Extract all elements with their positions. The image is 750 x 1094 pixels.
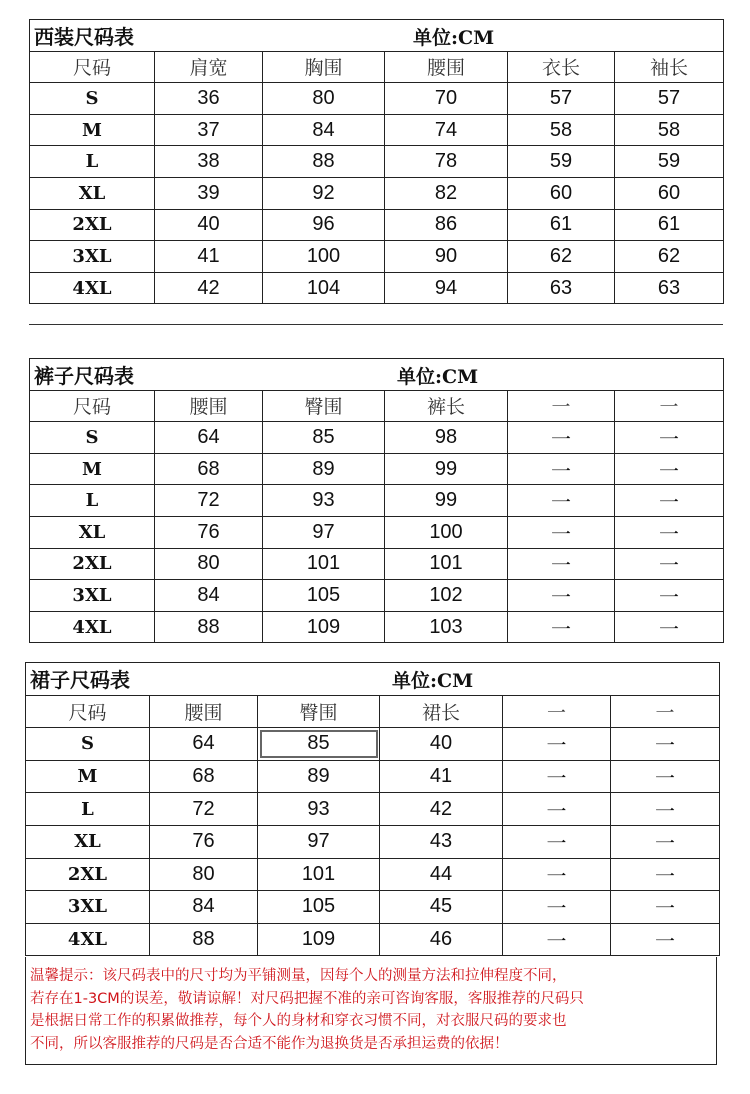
suit-size-table bbox=[29, 19, 724, 304]
value-cell: 61 bbox=[615, 209, 724, 241]
table-row bbox=[30, 177, 724, 209]
value-cell: 72 bbox=[155, 485, 263, 517]
table-row bbox=[30, 241, 724, 273]
value-cell: 89 bbox=[258, 760, 380, 793]
table-row bbox=[30, 516, 724, 548]
notice-line: 是根据日常工作的积累做推荐，每个人的身材和穿衣习惯不同，对衣服尺码的要求也 bbox=[30, 1013, 567, 1029]
value-cell: 63 bbox=[615, 272, 724, 304]
value-cell: 104 bbox=[263, 272, 385, 304]
value-cell: 59 bbox=[508, 146, 615, 178]
header-cell: 胸围 bbox=[263, 51, 385, 83]
suit-table-title: 西装尺码表 bbox=[34, 24, 134, 49]
value-cell: 80 bbox=[150, 858, 258, 891]
placeholder-cell: 一 bbox=[615, 453, 724, 485]
value-cell: 88 bbox=[155, 611, 263, 643]
value-cell: 93 bbox=[263, 485, 385, 517]
table-row bbox=[26, 760, 720, 793]
value-cell: 102 bbox=[385, 580, 508, 612]
table-row bbox=[30, 146, 724, 178]
size-cell: 3XL bbox=[30, 580, 155, 612]
placeholder-cell: 一 bbox=[508, 580, 615, 612]
placeholder-cell: 一 bbox=[611, 825, 720, 858]
table-row bbox=[30, 453, 724, 485]
value-cell: 84 bbox=[150, 891, 258, 924]
size-cell: 4XL bbox=[30, 272, 155, 304]
value-cell: 68 bbox=[150, 760, 258, 793]
size-cell: L bbox=[30, 485, 155, 517]
size-cell: 3XL bbox=[26, 891, 150, 924]
placeholder-cell: 一 bbox=[615, 422, 724, 454]
value-cell: 60 bbox=[615, 177, 724, 209]
value-cell: 37 bbox=[155, 114, 263, 146]
table-row bbox=[30, 611, 724, 643]
value-cell: 84 bbox=[155, 580, 263, 612]
value-cell: 85 bbox=[258, 728, 380, 761]
placeholder-cell: 一 bbox=[508, 485, 615, 517]
value-cell: 92 bbox=[263, 177, 385, 209]
size-cell: 4XL bbox=[30, 611, 155, 643]
value-cell: 38 bbox=[155, 146, 263, 178]
placeholder-cell: 一 bbox=[615, 548, 724, 580]
table-row bbox=[30, 548, 724, 580]
header-cell: 一 bbox=[615, 390, 724, 422]
size-cell: M bbox=[26, 760, 150, 793]
value-cell: 101 bbox=[258, 858, 380, 891]
table-row bbox=[26, 793, 720, 826]
size-cell: 2XL bbox=[26, 858, 150, 891]
size-cell: S bbox=[30, 422, 155, 454]
value-cell: 36 bbox=[155, 83, 263, 115]
value-cell: 89 bbox=[263, 453, 385, 485]
value-cell: 40 bbox=[155, 209, 263, 241]
placeholder-cell: 一 bbox=[615, 580, 724, 612]
pants-size-table bbox=[29, 358, 724, 643]
value-cell: 40 bbox=[380, 728, 503, 761]
skirt-title-row bbox=[26, 663, 720, 696]
header-cell: 臀围 bbox=[263, 390, 385, 422]
table-row bbox=[30, 422, 724, 454]
placeholder-cell: 一 bbox=[508, 516, 615, 548]
value-cell: 101 bbox=[263, 548, 385, 580]
placeholder-cell: 一 bbox=[503, 760, 611, 793]
value-cell: 70 bbox=[385, 83, 508, 115]
skirt-unit-label: 单位:CM bbox=[392, 670, 474, 692]
value-cell: 64 bbox=[150, 728, 258, 761]
size-cell: XL bbox=[26, 825, 150, 858]
value-cell: 109 bbox=[263, 611, 385, 643]
placeholder-cell: 一 bbox=[503, 728, 611, 761]
placeholder-cell: 一 bbox=[615, 611, 724, 643]
placeholder-cell: 一 bbox=[503, 825, 611, 858]
value-cell: 39 bbox=[155, 177, 263, 209]
placeholder-cell: 一 bbox=[611, 891, 720, 924]
value-cell: 72 bbox=[150, 793, 258, 826]
size-cell: 3XL bbox=[30, 241, 155, 273]
value-cell: 109 bbox=[258, 923, 380, 956]
header-cell: 裤长 bbox=[385, 390, 508, 422]
value-cell: 93 bbox=[258, 793, 380, 826]
value-cell: 74 bbox=[385, 114, 508, 146]
suit-title-row bbox=[30, 20, 724, 52]
size-notice bbox=[25, 957, 717, 1065]
table-row bbox=[26, 858, 720, 891]
placeholder-cell: 一 bbox=[611, 760, 720, 793]
suit-header-row bbox=[30, 51, 724, 83]
value-cell: 62 bbox=[508, 241, 615, 273]
size-cell: S bbox=[26, 728, 150, 761]
value-cell: 57 bbox=[615, 83, 724, 115]
size-cell: L bbox=[26, 793, 150, 826]
header-cell: 一 bbox=[508, 390, 615, 422]
value-cell: 96 bbox=[263, 209, 385, 241]
size-cell: XL bbox=[30, 516, 155, 548]
skirt-size-table bbox=[25, 662, 720, 956]
header-cell: 一 bbox=[503, 695, 611, 728]
placeholder-cell: 一 bbox=[503, 793, 611, 826]
table-row bbox=[30, 209, 724, 241]
value-cell: 58 bbox=[615, 114, 724, 146]
header-cell: 腰围 bbox=[150, 695, 258, 728]
value-cell: 60 bbox=[508, 177, 615, 209]
value-cell: 82 bbox=[385, 177, 508, 209]
value-cell: 99 bbox=[385, 485, 508, 517]
placeholder-cell: 一 bbox=[508, 548, 615, 580]
value-cell: 80 bbox=[155, 548, 263, 580]
table-row bbox=[26, 825, 720, 858]
value-cell: 90 bbox=[385, 241, 508, 273]
size-cell: M bbox=[30, 453, 155, 485]
pants-table-title: 裤子尺码表 bbox=[34, 363, 134, 388]
table-row bbox=[30, 114, 724, 146]
placeholder-cell: 一 bbox=[503, 858, 611, 891]
table-row bbox=[26, 728, 720, 761]
value-cell: 100 bbox=[263, 241, 385, 273]
value-cell: 105 bbox=[258, 891, 380, 924]
header-cell: 尺码 bbox=[26, 695, 150, 728]
header-cell: 一 bbox=[611, 695, 720, 728]
pants-title-row bbox=[30, 359, 724, 391]
placeholder-cell: 一 bbox=[508, 611, 615, 643]
value-cell: 100 bbox=[385, 516, 508, 548]
size-cell: S bbox=[30, 83, 155, 115]
value-cell: 101 bbox=[385, 548, 508, 580]
table-row bbox=[26, 923, 720, 956]
value-cell: 97 bbox=[263, 516, 385, 548]
header-cell: 尺码 bbox=[30, 390, 155, 422]
table-row bbox=[30, 580, 724, 612]
value-cell: 76 bbox=[155, 516, 263, 548]
table-row bbox=[30, 83, 724, 115]
value-cell: 57 bbox=[508, 83, 615, 115]
value-cell: 88 bbox=[150, 923, 258, 956]
value-cell: 46 bbox=[380, 923, 503, 956]
value-cell: 42 bbox=[380, 793, 503, 826]
header-cell: 裙长 bbox=[380, 695, 503, 728]
header-cell: 臀围 bbox=[258, 695, 380, 728]
notice-line: 不同，所以客服推荐的尺码是否合适不能作为退换货是否承担运费的依据！ bbox=[30, 1035, 509, 1052]
value-cell: 78 bbox=[385, 146, 508, 178]
pants-unit-label: 单位:CM bbox=[397, 366, 479, 388]
placeholder-cell: 一 bbox=[611, 923, 720, 956]
header-cell: 衣长 bbox=[508, 51, 615, 83]
size-cell: L bbox=[30, 146, 155, 178]
size-cell: XL bbox=[30, 177, 155, 209]
placeholder-cell: 一 bbox=[615, 485, 724, 517]
placeholder-cell: 一 bbox=[503, 891, 611, 924]
value-cell: 103 bbox=[385, 611, 508, 643]
value-cell: 85 bbox=[263, 422, 385, 454]
value-cell: 41 bbox=[380, 760, 503, 793]
table-row bbox=[30, 485, 724, 517]
placeholder-cell: 一 bbox=[611, 728, 720, 761]
size-cell: 2XL bbox=[30, 548, 155, 580]
value-cell: 41 bbox=[155, 241, 263, 273]
value-cell: 58 bbox=[508, 114, 615, 146]
value-cell: 59 bbox=[615, 146, 724, 178]
value-cell: 98 bbox=[385, 422, 508, 454]
value-cell: 42 bbox=[155, 272, 263, 304]
table-row bbox=[26, 891, 720, 924]
value-cell: 76 bbox=[150, 825, 258, 858]
placeholder-cell: 一 bbox=[503, 923, 611, 956]
value-cell: 99 bbox=[385, 453, 508, 485]
skirt-table-title: 裙子尺码表 bbox=[30, 668, 130, 693]
skirt-header-row bbox=[26, 695, 720, 728]
value-cell: 44 bbox=[380, 858, 503, 891]
value-cell: 86 bbox=[385, 209, 508, 241]
value-cell: 63 bbox=[508, 272, 615, 304]
section-divider bbox=[29, 324, 723, 325]
header-cell: 尺码 bbox=[30, 51, 155, 83]
value-cell: 68 bbox=[155, 453, 263, 485]
header-cell: 腰围 bbox=[385, 51, 508, 83]
placeholder-cell: 一 bbox=[508, 453, 615, 485]
placeholder-cell: 一 bbox=[611, 793, 720, 826]
value-cell: 105 bbox=[263, 580, 385, 612]
placeholder-cell: 一 bbox=[615, 516, 724, 548]
size-cell: 2XL bbox=[30, 209, 155, 241]
header-cell: 袖长 bbox=[615, 51, 724, 83]
value-cell: 45 bbox=[380, 891, 503, 924]
value-cell: 43 bbox=[380, 825, 503, 858]
pants-header-row bbox=[30, 390, 724, 422]
value-cell: 84 bbox=[263, 114, 385, 146]
suit-unit-label: 单位:CM bbox=[413, 27, 495, 49]
placeholder-cell: 一 bbox=[611, 858, 720, 891]
header-cell: 腰围 bbox=[155, 390, 263, 422]
size-cell: M bbox=[30, 114, 155, 146]
value-cell: 64 bbox=[155, 422, 263, 454]
value-cell: 97 bbox=[258, 825, 380, 858]
notice-line: 温馨提示：该尺码表中的尺寸均为平铺测量，因每个人的测量方法和拉伸程度不同， bbox=[30, 968, 567, 984]
size-cell: 4XL bbox=[26, 923, 150, 956]
header-cell: 肩宽 bbox=[155, 51, 263, 83]
value-cell: 61 bbox=[508, 209, 615, 241]
table-row bbox=[30, 272, 724, 304]
value-cell: 62 bbox=[615, 241, 724, 273]
value-cell: 80 bbox=[263, 83, 385, 115]
value-cell: 94 bbox=[385, 272, 508, 304]
value-cell: 88 bbox=[263, 146, 385, 178]
notice-line: 若存在1-3CM的误差，敬请谅解！对尺码把握不准的亲可咨询客服，客服推荐的尺码只 bbox=[30, 990, 584, 1007]
placeholder-cell: 一 bbox=[508, 422, 615, 454]
